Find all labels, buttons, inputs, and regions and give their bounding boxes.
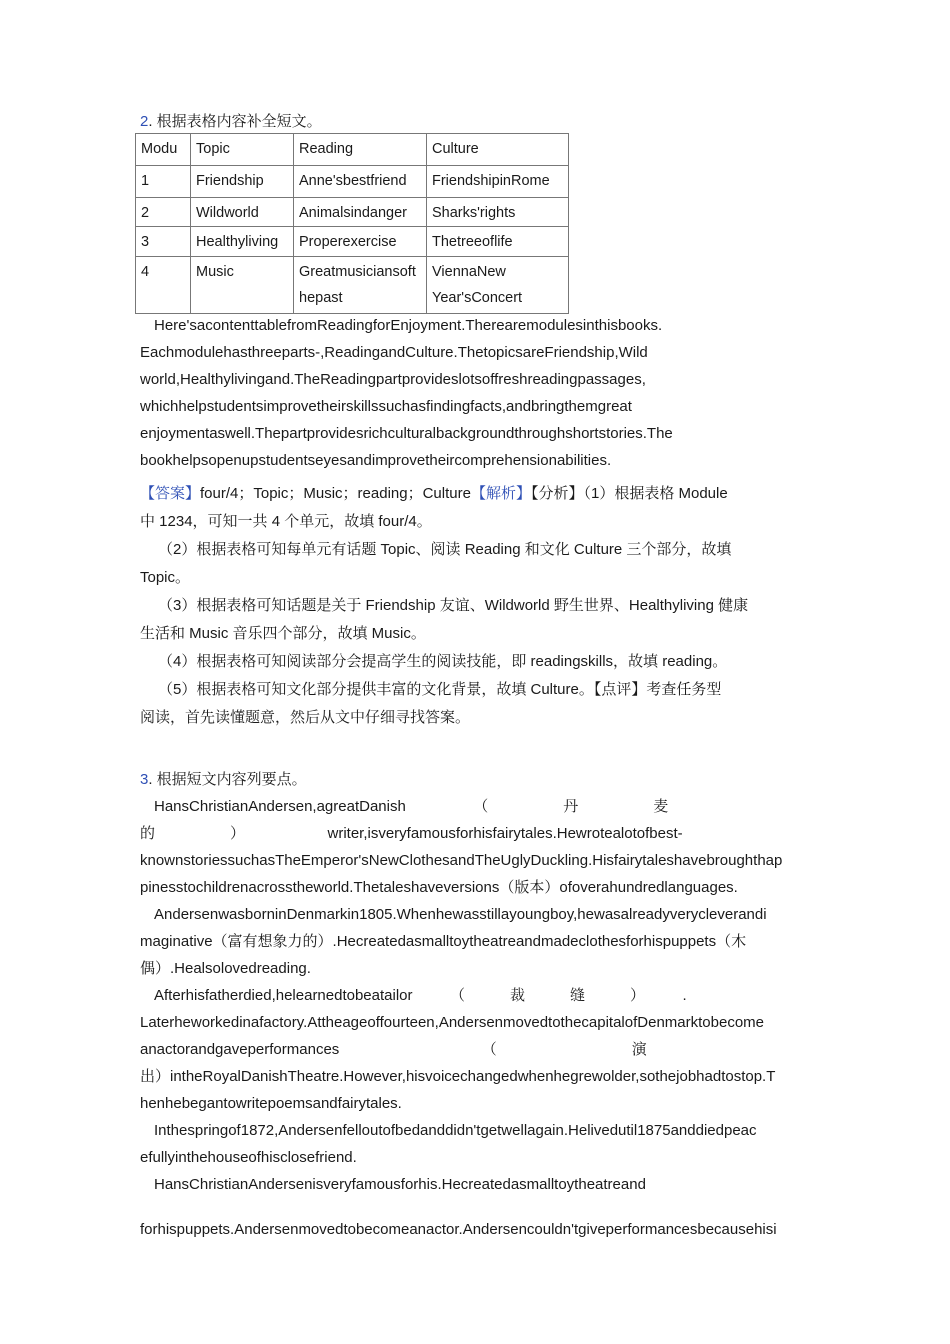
table-cell: Music [191, 257, 294, 314]
table-header-row [136, 134, 569, 166]
analysis-line: 生活和 Music 音乐四个部分，故填 Music。 [140, 625, 426, 642]
analysis-line: 中 1234，可知一共 4 个单元，故填 four/4。 [140, 513, 432, 530]
table-header-cell: Topic [191, 134, 294, 166]
table-cell: 3 [136, 227, 191, 257]
passage-line: Afterhisfatherdied,helearnedtobeatailor （ 裁 缝 ） . [154, 987, 687, 1004]
passage-line: 的 ） writer,isveryfamousforhisfairytales.Hewrotealotofbest- [140, 825, 683, 842]
table-cell: FriendshipinRome [427, 166, 569, 198]
summary-line: HansChristianAndersenisveryfamousforhis.Hecreatedasmalltoytheatreand [154, 1176, 646, 1193]
table-row [136, 227, 569, 257]
passage-line: 出）intheRoyalDanishTheatre.However,hisvoicechangedwhenhegrewolder,sothejobhadtostop.T [140, 1068, 776, 1085]
passage-line: anactorandgaveperformances （ 演 [140, 1041, 647, 1058]
analysis-line: （3）根据表格可知话题是关于 Friendship 友谊、Wildworld 野生世界、Healthyliving 健康 [158, 597, 749, 614]
passage-line: 偶）.Healsolovedreading. [140, 960, 311, 977]
question-3-title [140, 766, 812, 793]
table-cell: Thetreeoflife [427, 227, 569, 257]
table-cell: Anne'sbestfriend [294, 166, 427, 198]
analysis-line: Topic。 [140, 569, 191, 586]
passage-line: henhebegantowritepoemsandfairytales. [140, 1095, 402, 1112]
table-cell: Wildworld [191, 198, 294, 227]
analysis-line: （4）根据表格可知阅读部分会提高学生的阅读技能，即 readingskills，故填 reading。 [158, 653, 728, 670]
table-header-cell: Culture [427, 134, 569, 166]
table-header-cell: Modu [136, 134, 191, 166]
analysis-text: 【分析】（1）根据表格 Module [530, 485, 728, 502]
passage-line: enjoymentaswell.Thepartprovidesrichculturalbackgroundthroughshortstories.The [140, 425, 673, 442]
q2-answer-section [140, 480, 812, 732]
table-cell: Greatmusiciansofthepast [294, 257, 427, 314]
analysis-line: 阅读，首先读懂题意，然后从文中仔细寻找答案。 [140, 709, 471, 726]
answer-text: four/4；Topic；Music；reading；Culture [200, 485, 471, 502]
table-cell: 4 [136, 257, 191, 314]
analysis-line: （5）根据表格可知文化部分提供丰富的文化背景，故填 Culture。【点评】考查任务型 [158, 681, 722, 698]
table-cell: 1 [136, 166, 191, 198]
question-title-text: . 根据短文内容列要点。 [148, 771, 307, 788]
passage-line: bookhelpsopenupstudentseyesandimprovetheircomprehensionabilities. [140, 452, 612, 469]
passage-line: Eachmodulehasthreeparts-,ReadingandCulture.ThetopicsareFriendship,Wild [140, 344, 648, 361]
table-header-cell: Reading [294, 134, 427, 166]
analysis-tag: 【解析】 [470, 485, 531, 502]
question-2-title [140, 112, 322, 132]
table-cell: Sharks'rights [427, 198, 569, 227]
table-cell: Healthyliving [191, 227, 294, 257]
passage-line: whichhelpstudentsimprovetheirskillssuchasfindingfacts,andbringthemgreat [140, 398, 632, 415]
summary-line: forhispuppets.Andersenmovedtobecomeanactor.Andersencouldn'tgiveperformancesbecausehisi [140, 1221, 777, 1238]
table-cell: ViennaNew Year'sConcert [427, 257, 569, 314]
passage-line: knownstoriessuchasTheEmperor'sNewClothesandTheUglyDuckling.Hisfairytaleshavebroughthap [140, 852, 783, 869]
table-cell: Friendship [191, 166, 294, 198]
question-number: 3 [140, 771, 149, 788]
question-number: 2 [140, 113, 149, 130]
table-cell: Properexercise [294, 227, 427, 257]
question-title-text: . 根据表格内容补全短文。 [148, 113, 322, 130]
passage-line: HansChristianAndersen,agreatDanish （ 丹 麦 [154, 798, 669, 815]
table-cell: Animalsindanger [294, 198, 427, 227]
passage-line: Here'sacontenttablefromReadingforEnjoyment.Therearemodulesinthisbooks. [154, 317, 663, 334]
answer-tag: 【答案】 [140, 485, 201, 502]
passage-line: AndersenwasborninDenmarkin1805.Whenhewasstillayoungboy,hewasalreadyverycleverandi [154, 906, 767, 923]
passage-line: maginative（富有想象力的）.Hecreatedasmalltoytheatreandmadeclothesforhispuppets（木 [140, 933, 747, 950]
table-cell: 2 [136, 198, 191, 227]
passage-line: pinesstochildrenacrosstheworld.Thetaleshaveversions（版本）ofoverahundredlanguages. [140, 879, 738, 896]
table-row [136, 257, 569, 314]
content-table [135, 133, 569, 314]
passage-line: world,Healthylivingand.TheReadingpartprovideslotsoffreshreadingpassages, [140, 371, 646, 388]
passage-line: Laterheworkedinafactory.Attheageoffourteen,AndersenmovedtothecapitalofDenmarktobecome [140, 1014, 765, 1031]
answer-line [140, 480, 812, 508]
table-row [136, 166, 569, 198]
passage-line: Inthespringof1872,Andersenfelloutofbedanddidn'tgetwellagain.Helivedutil1875anddiedpeac [154, 1122, 757, 1139]
table-row [136, 198, 569, 227]
q2-passage [140, 312, 812, 474]
passage-line: efullyinthehouseofhisclosefriend. [140, 1149, 357, 1166]
analysis-line: （2）根据表格可知每单元有话题 Topic、阅读 Reading 和文化 Culture 三个部分，故填 [158, 541, 732, 558]
q3-passage [140, 793, 812, 1243]
